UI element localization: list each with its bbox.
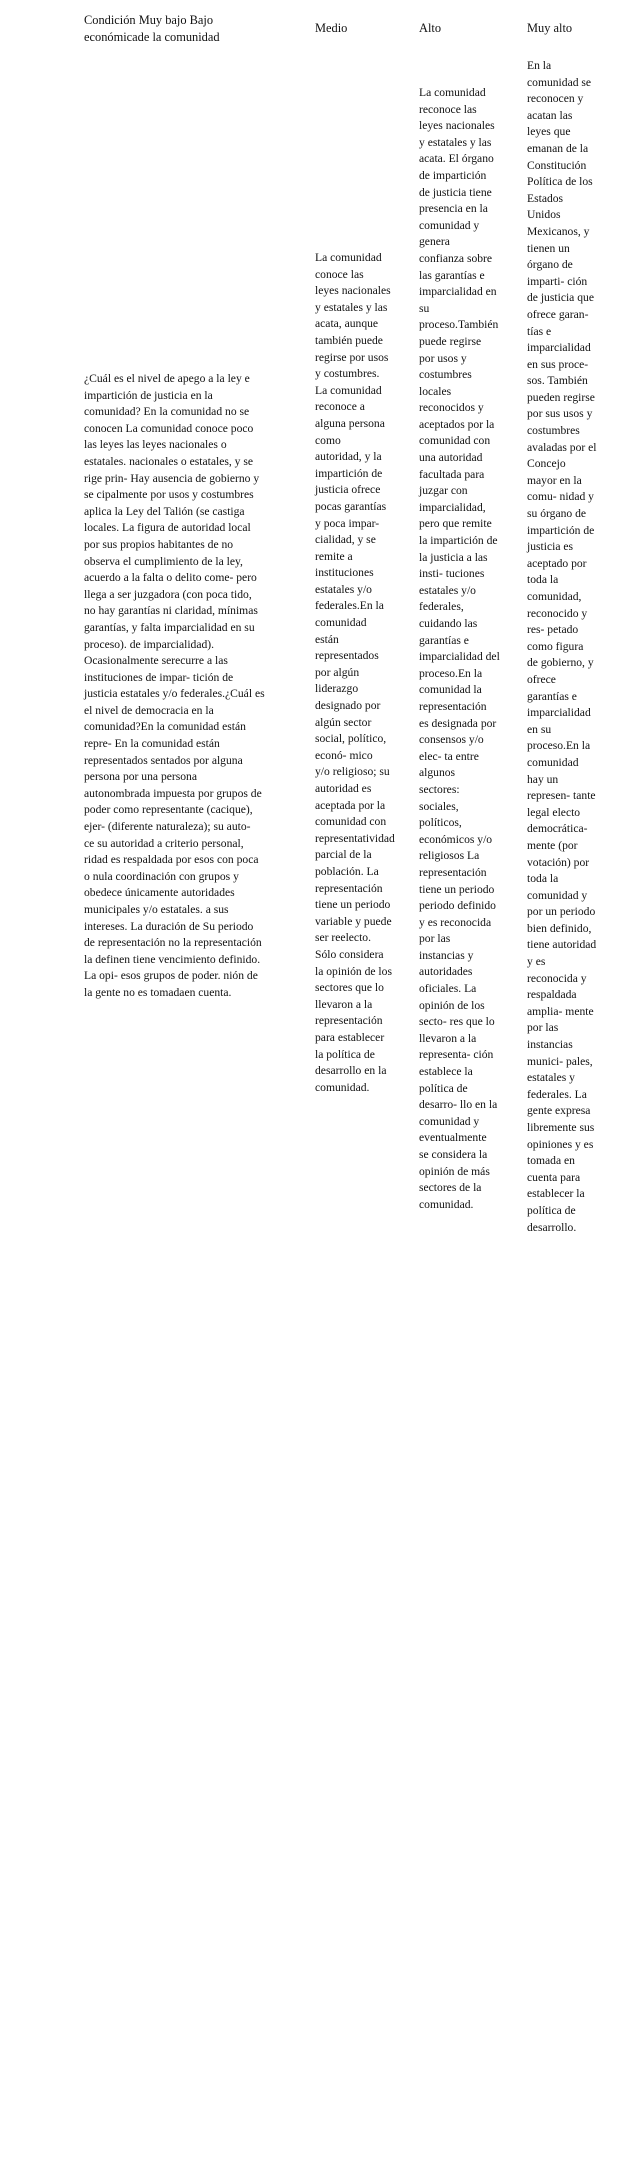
header-alto: Alto (419, 21, 442, 35)
cell-medio: La comunidad conoce las leyes nacionales y estatales y las acata, aunque también puede regirse por usos y costumbres. La comunidad reconoce a alguna persona como autoridad, y la impartición de justicia ofrece pocas garantías y poca impar- cialidad, y se remite a instituciones estatales y/o federales.En la comunidad están representados por algún liderazgo designado por algún sector social, político, econó- mico y/o religioso; su autoridad es aceptada por la comunidad con representatividad parcial de la población. La representación tiene un periodo variable y puede ser reelecto. Sólo considera la opinión de los sectores que lo llevaron a la representación para establecer la política de desarrollo en la comunidad. (315, 251, 395, 1094)
header-muy-alto: Muy alto (527, 21, 573, 35)
cell-condition: ¿Cuál es el nivel de apego a la ley e impartición de justicia en la comunidad? En la comunidad no se conocen La comunidad conoce poco las leyes las leyes nacionales o estatales. nacionales o estatales, y se rige prin- Hay ausencia de gobierno y se cipalmente por usos y costumbres aplica la Ley del Talión (se castiga locales. La figura de autoridad local por sus propios habitantes de no observa el cumplimiento de la ley, acuerdo a la falta o delito come- pero llega a ser juzgadora (con poca tido, no hay garantías ni claridad, mínimas garantías, y falta imparcialidad en su proceso). de imparcialidad). Ocasionalmente serecurre a las instituciones de impar- tición de justicia estatales y/o federales.¿Cuál es el nivel de democracia en la comunidad?En la comunidad están repre- En la comunidad están representados sentados por alguna persona por una persona autonombrada impuesta por grupos de poder como representante (cacique), ejer- (diferente naturaleza); su auto- ce su autoridad a criterio personal, ridad es respaldada por esos con poca o nula coordinación con grupos y obedece únicamente autoridades municipales y/o estatales. a sus intereses. La duración de Su periodo de representación no la representación la definen tiene vencimiento definido. La opi- esos grupos de poder. nión de la gente no es tomadaen cuenta. (84, 372, 265, 999)
cell-alto: La comunidad reconoce las leyes nacionales y estatales y las acata. El órgano de impartición de justicia tiene presencia en la comunidad y genera confianza sobre las garantías e imparcialidad en su proceso.También puede regirse por usos y costumbres locales reconocidos y aceptados por la comunidad con una autoridad facultada para juzgar con imparcialidad, pero que remite la impartición de la justicia a las insti- tuciones estatales y/o federales, cuidando las garantías e imparcialidad del proceso.En la comunidad la representación es designada por consensos y/o elec- ta entre algunos sectores: sociales, políticos, económicos y/o religiosos La representación tiene un periodo periodo definido y es reconocida por las instancias y autoridades oficiales. La opinión de los secto- res que lo llevaron a la representa- ción establece la política de desarro- llo en la comunidad y eventualmente se considera la opinión de más sectores de la comunidad. (419, 86, 500, 1211)
header-medio: Medio (315, 21, 348, 35)
header-condition: Condición Muy bajo Bajo económicade la comunidad (84, 13, 220, 44)
cell-muy-alto: En la comunidad se reconocen y acatan las leyes que emanan de la Constitución Política de los Estados Unidos Mexicanos, y tienen un órgano de imparti- ción de justicia que ofrece garan- tías e imparcialidad en sus proce- sos. También pueden regirse por sus usos y costumbres avaladas por el Concejo mayor en la comu- nidad y su órgano de impartición de justicia es aceptado por toda la comunidad, reconocido y res- petado como figura de gobierno, y ofrece garantías e imparcialidad en su proceso.En la comunidad hay un represen- tante legal electo democrática- mente (por votación) por toda la comunidad y por un periodo bien definido, tiene autoridad y es reconocida y respaldada amplia- mente por las instancias munici- pales, estatales y federales. La gente expresa libremente sus opiniones y es tomada en cuenta para establecer la política de desarrollo. (527, 59, 597, 1234)
